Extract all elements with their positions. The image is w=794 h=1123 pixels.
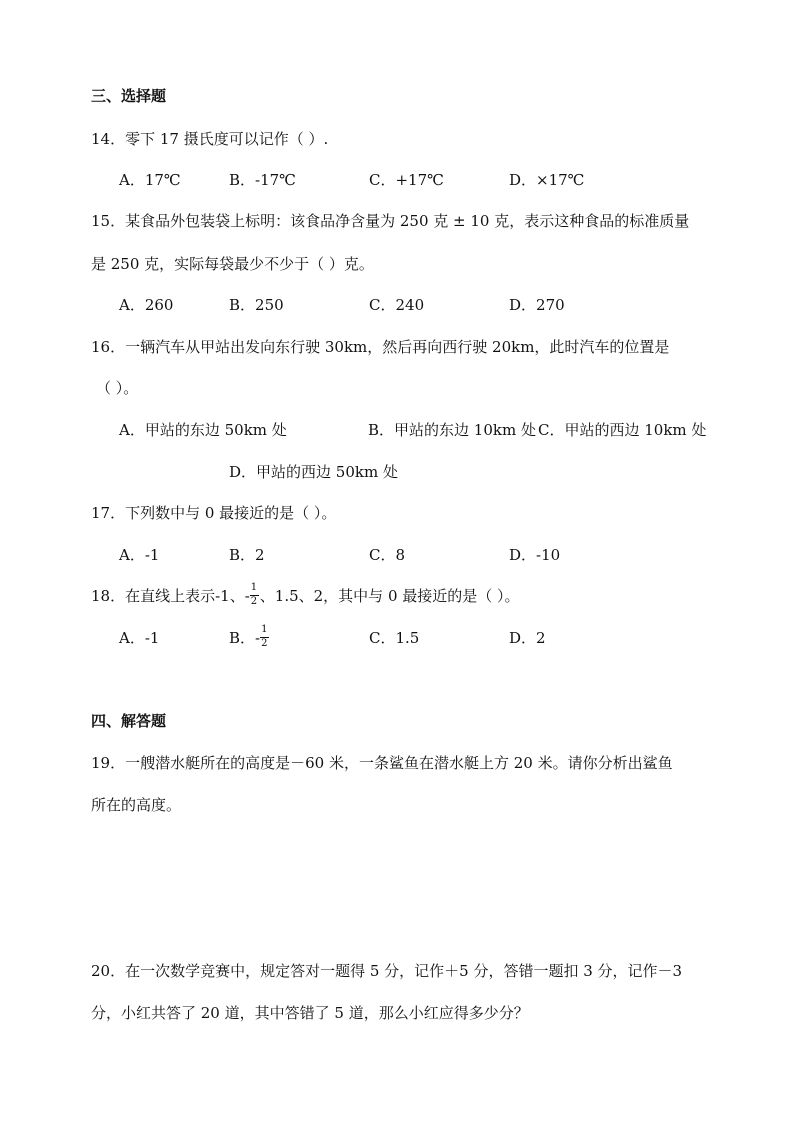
q18-stem-suffix: 、1.5、2，其中与 0 最接近的是（ ）。 — [259, 587, 520, 605]
section-heading-choice: 三、选择题 — [91, 87, 167, 105]
fraction-numerator: 1 — [261, 624, 268, 635]
question-16-stem-line1: 16．一辆汽车从甲站出发向东行驶 30km，然后再向西行驶 20km，此时汽车的位置是 — [91, 338, 670, 356]
q18-option-d: D．2 — [509, 629, 546, 647]
section-heading-answer: 四、解答题 — [91, 712, 167, 730]
q16-option-c: C．甲站的西边 10km 处 — [538, 421, 707, 439]
q14-option-a: A．17℃ — [119, 171, 181, 189]
q16-option-a: A．甲站的东边 50km 处 — [119, 421, 287, 439]
q16-option-d: D．甲站的西边 50km 处 — [229, 463, 398, 481]
q18-option-c: C．1.5 — [369, 629, 420, 647]
q15-option-a: A．260 — [119, 296, 174, 314]
question-20-line1: 20．在一次数学竞赛中，规定答对一题得 5 分，记作＋5 分，答错一题扣 3 分，记作－3 — [91, 962, 683, 980]
question-16-stem-line2: （ ）。 — [96, 379, 139, 397]
question-19-line2: 所在的高度。 — [91, 796, 182, 814]
fraction-numerator: 1 — [250, 582, 258, 593]
question-15-stem-line1: 15．某食品外包装袋上标明：该食品净含量为 250 克 ± 10 克，表示这种食品的标准质量 — [91, 212, 690, 230]
q14-option-d: D．×17℃ — [509, 171, 585, 189]
question-19-line1: 19．一艘潜水艇所在的高度是－60 米，一条鲨鱼在潜水艇上方 20 米。请你分析出鲨鱼 — [91, 754, 673, 772]
q18-option-b — [229, 624, 270, 649]
q17-option-b: B．2 — [229, 546, 265, 564]
q14-option-c: C．+17℃ — [369, 171, 444, 189]
q15-option-d: D．270 — [509, 296, 565, 314]
q17-option-a: A．-1 — [119, 546, 160, 564]
fraction-one-half — [250, 582, 260, 607]
q14-option-b: B．-17℃ — [229, 171, 296, 189]
question-18-stem — [91, 582, 520, 607]
question-20-line2: 分，小红共答了 20 道，其中答错了 5 道，那么小红应得多少分？ — [91, 1004, 529, 1022]
q17-option-d: D．-10 — [509, 546, 561, 564]
q15-option-c: C．240 — [369, 296, 425, 314]
q16-option-b: B．甲站的东边 10km 处 — [368, 421, 536, 439]
question-14-stem: 14．零下 17 摄氏度可以记作（ ）. — [91, 130, 329, 148]
q18-option-b-label: B．- — [229, 629, 261, 647]
q17-option-c: C．8 — [369, 546, 406, 564]
question-15-stem-line2: 是 250 克，实际每袋最少不少于（ ）克。 — [91, 255, 374, 273]
q18-option-a: A．-1 — [119, 629, 160, 647]
q18-stem-prefix: 18．在直线上表示-1、- — [91, 587, 250, 605]
q15-option-b: B．250 — [229, 296, 284, 314]
fraction-denominator: 2 — [250, 596, 258, 607]
fraction-denominator: 2 — [261, 638, 268, 649]
q18-option-b-fraction — [260, 624, 270, 649]
question-17-stem: 17．下列数中与 0 最接近的是（ ）。 — [91, 504, 337, 522]
